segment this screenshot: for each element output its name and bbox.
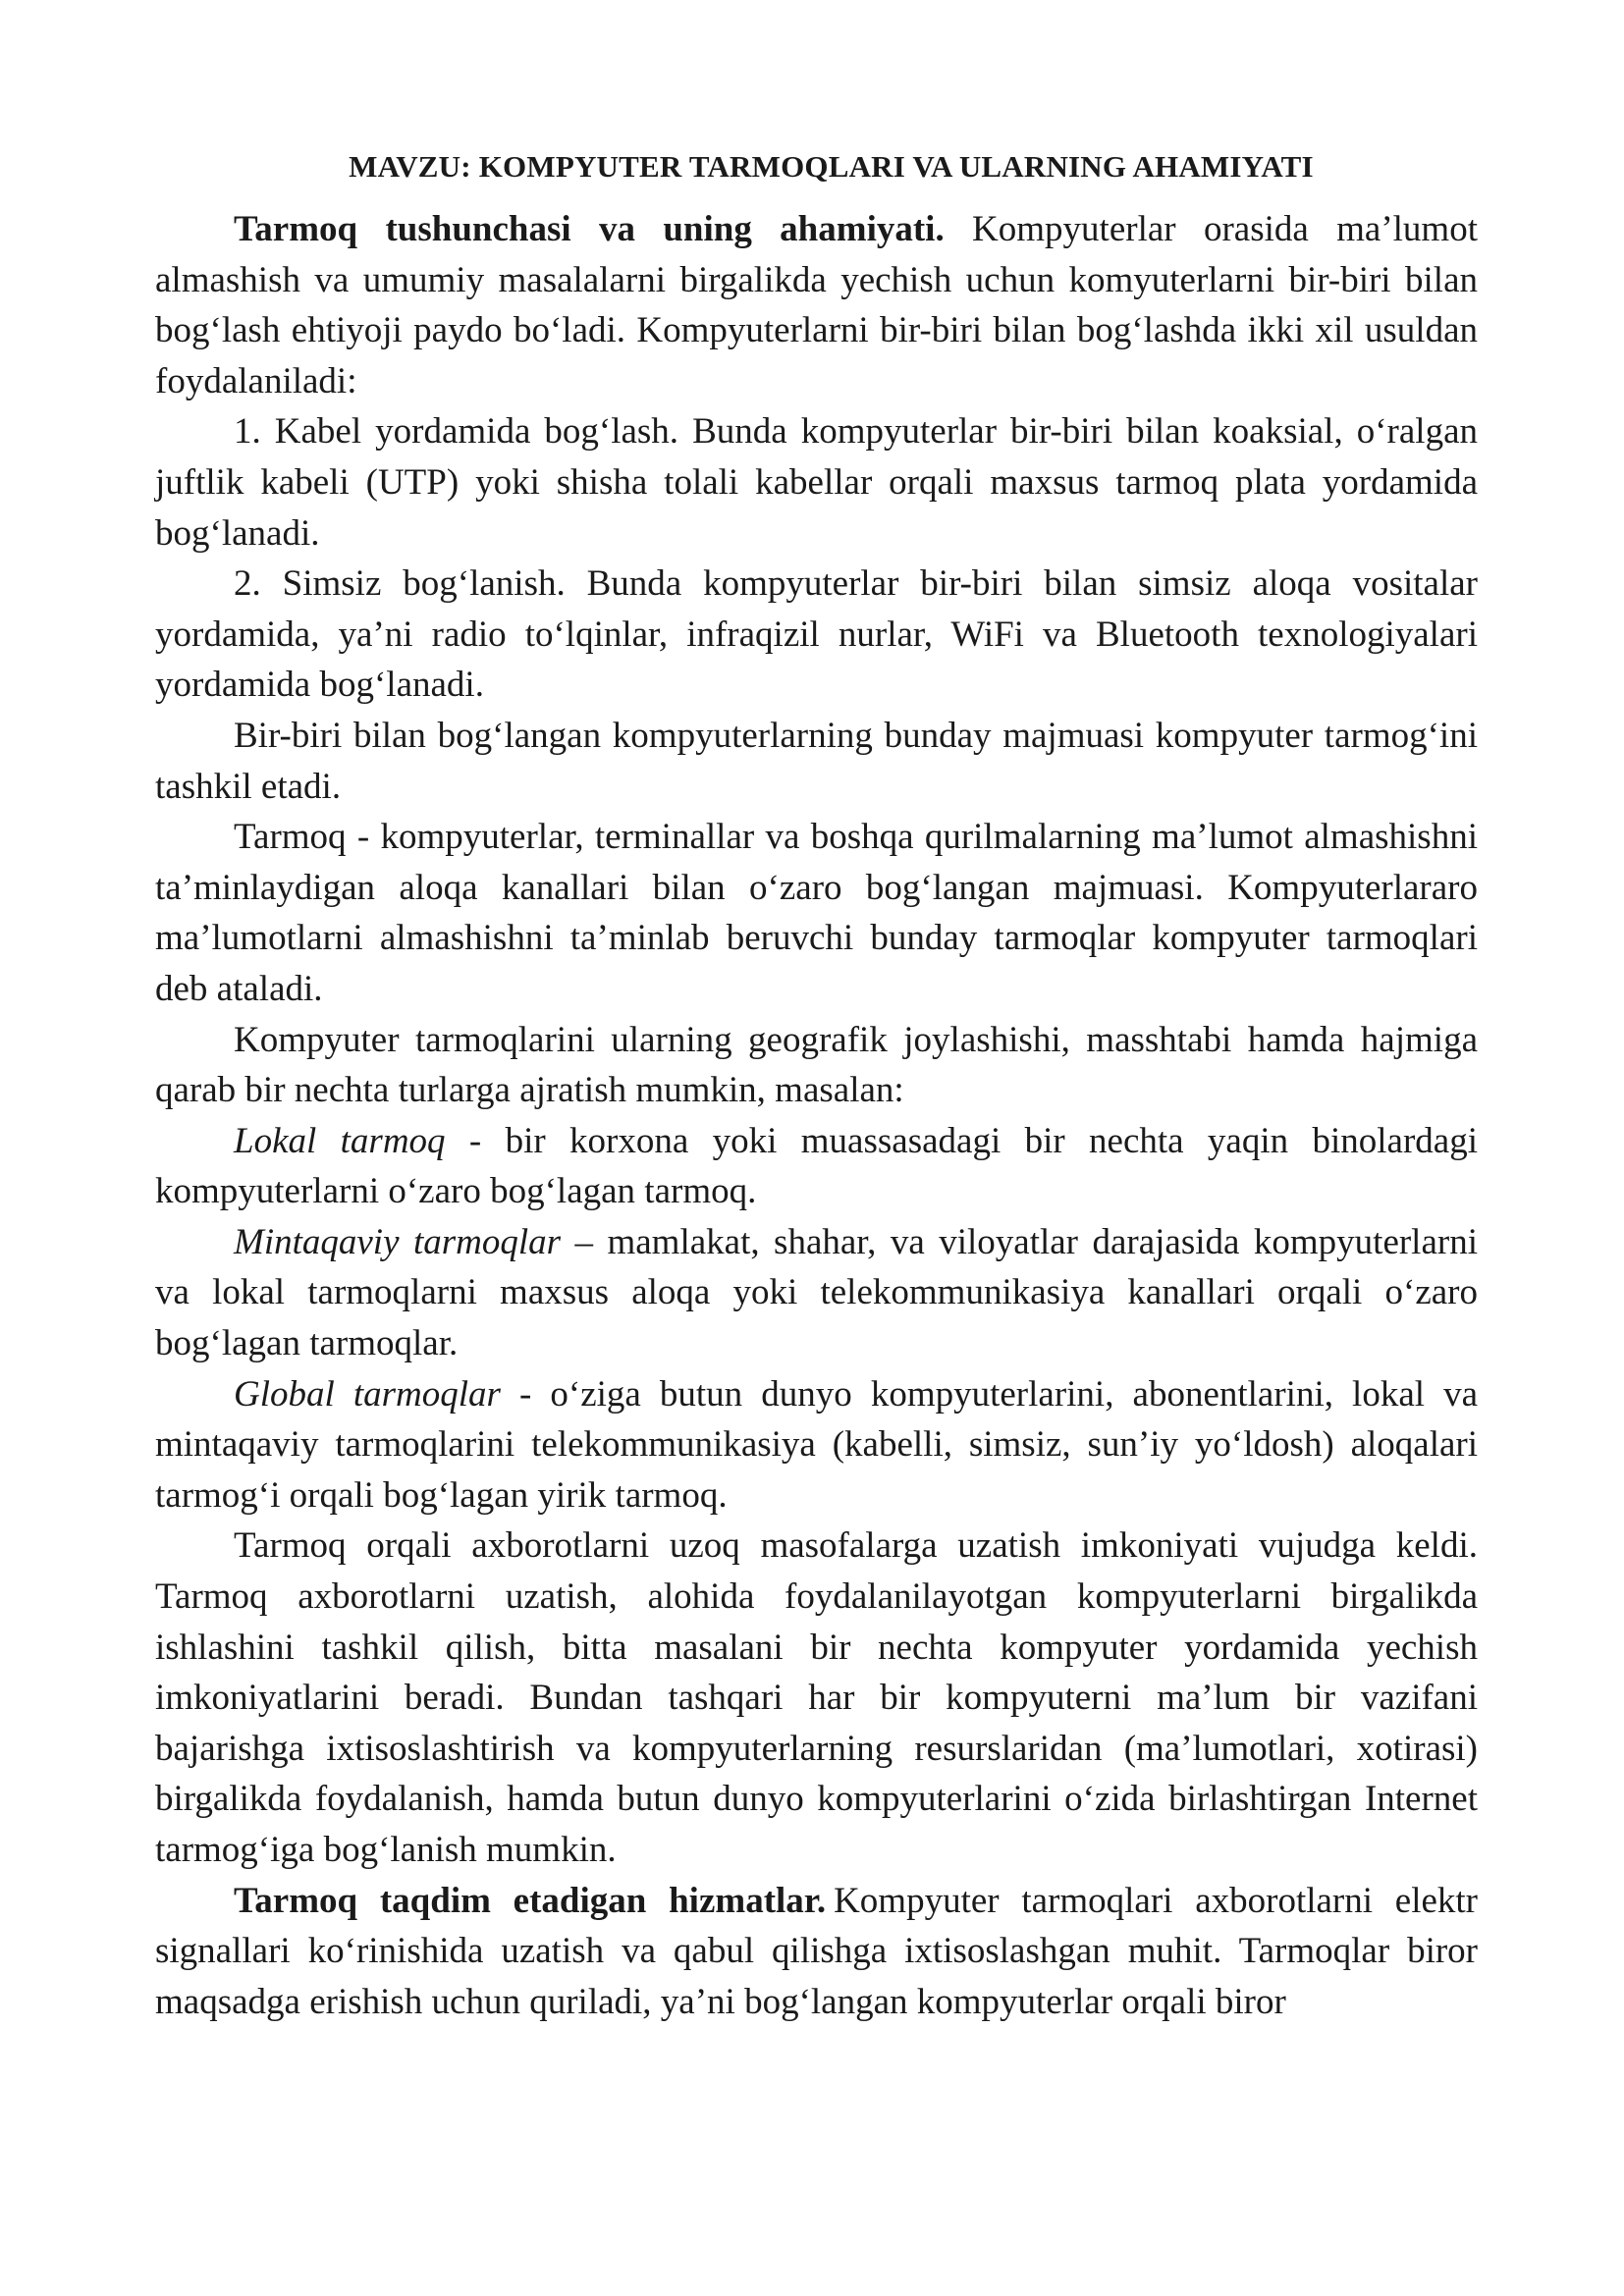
- section-heading-network-concept: Tarmoq tushunchasi va uning ahamiyati.: [234, 209, 945, 249]
- list-item-cable: 1. Kabel yordamida bog‘lash. Bunda kompyuterlar bir-biri bilan koaksial, o‘ralgan juftlik kabeli (UTP) yoki shisha tolali kabellar orqali maxsus tarmoq plata yordamida bog‘lanadi.: [155, 411, 1478, 554]
- local-network-text: - bir korxona yoki muassasadagi bir nechta yaqin binolardagi kompyuterlarni o‘zaro bog‘lagan tarmoq.: [155, 1120, 1479, 1212]
- section-heading-services: Tarmoq taqdim etadigan hizmatlar.: [234, 1880, 827, 1921]
- paragraph-local-network: [155, 1116, 1478, 1217]
- term-global-network: Global tarmoqlar: [234, 1373, 501, 1415]
- term-regional-network: Mintaqaviy tarmoqlar: [234, 1221, 562, 1262]
- document-page: [155, 147, 1478, 2027]
- paragraph-services: [155, 1876, 1478, 2028]
- paragraph-network-definition-2: Tarmoq - kompyuterlar, terminallar va boshqa qurilmalarning ma’lumot almashishni ta’minlaydigan aloqa kanallari bilan o‘zaro bog‘langan majmuasi. Kompyuterlararo ma’lumotlarni almashishni ta’minlab beruvchi bunday tarmoqlar kompyuter tarmoqlari deb ataladi.: [155, 817, 1478, 1009]
- term-local-network: Lokal tarmoq: [234, 1120, 446, 1161]
- regional-network-text: – mamlakat, shahar, va viloyatlar darajasida kompyuterlarni va lokal tarmoqlarni maxsus aloqa yoki telekommunikasiya kanallari orqali o‘zaro bog‘lagan tarmoqlar.: [155, 1221, 1478, 1364]
- paragraph-network-types-intro: Kompyuter tarmoqlarini ularning geografik joylashishi, masshtabi hamda hajmiga qarab bir nechta turlarga ajratish mumkin, masalan:: [155, 1019, 1478, 1111]
- global-network-text: - o‘ziga butun dunyo kompyuterlarini, abonentlarini, lokal va mintaqaviy tarmoqlarini telekommunikasiya (kabelli, simsiz, sun’iy yo‘ldosh) aloqalari tarmog‘i orqali bog‘lagan yirik tarmoq.: [155, 1373, 1479, 1516]
- paragraph-services-text: Kompyuter tarmoqlari axborotlarni elektr signallari ko‘rinishida uzatish va qabul qilishga ixtisoslashgan muhit. Tarmoqlar biror maqsadga erishish uchun quriladi, ya’ni bog‘langan kompyuterlar orqali biror: [155, 1880, 1478, 2022]
- paragraph-intro-text: Kompyuterlar orasida ma’lumot almashish va umumiy masalalarni birgalikda yechish uchun komyuterlarni bir-biri bilan bog‘lash ehtiyoji paydo bo‘ladi. Kompyuterlarni bir-biri bilan bog‘lashda ikki xil usuldan foydalaniladi:: [155, 209, 1478, 401]
- paragraph-network-benefits: Tarmoq orqali axborotlarni uzoq masofalarga uzatish imkoniyati vujudga keldi. Tarmoq axborotlarni uzatish, alohida foydalanilayotgan kompyuterlarni birgalikda ishlashini tashkil qilish, bitta masalani bir nechta kompyuter yordamida yechish imkoniyatlarini beradi. Bundan tashqari har bir kompyuterni ma’lum bir vazifani bajarishga ixtisoslashtirish va kompyuterlarning resurslaridan (ma’lumotlari, xotirasi) birgalikda foydalanish, hamda butun dunyo kompyuterlarini o‘zida birlashtirgan Internet tarmog‘iga bog‘lanish mumkin.: [155, 1525, 1478, 1870]
- paragraph-regional-network: [155, 1217, 1478, 1369]
- page-title: MAVZU: KOMPYUTER TARMOQLARI VA ULARNING AHAMIYATI: [349, 149, 1314, 184]
- paragraph-network-definition-1: Bir-biri bilan bog‘langan kompyuterlarning bunday majmuasi kompyuter tarmog‘ini tashkil etadi.: [155, 715, 1478, 807]
- list-item-wireless: 2. Simsiz bog‘lanish. Bunda kompyuterlar bir-biri bilan simsiz aloqa vositalar yordamida, ya’ni radio to‘lqinlar, infraqizil nurlar, WiFi va Bluetooth texnologiyalari yordamida bog‘lanadi.: [155, 563, 1478, 706]
- paragraph-intro: [155, 204, 1478, 406]
- paragraph-global-network: [155, 1369, 1478, 1522]
